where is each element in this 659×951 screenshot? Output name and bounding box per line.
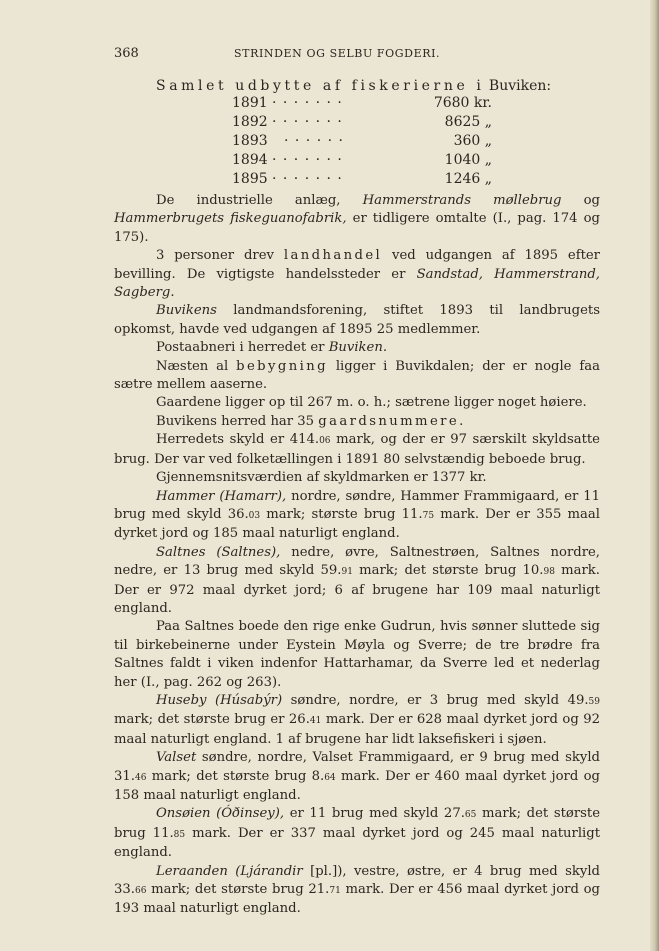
spaced-term: bebygning (236, 358, 328, 374)
text-run: Herredets skyld er 414. (156, 432, 320, 448)
decimal-digits: 98 (543, 567, 555, 578)
fish-yield-title-text: Samlet udbytte af fiskerierne i (156, 78, 485, 94)
text-run: Gjennemsnitsværdien af skyldmarken er 1377 kr. (156, 470, 487, 486)
text-run: mark; det største brug er 26. (114, 712, 310, 728)
decimal-digits: 71 (329, 886, 341, 897)
text-run: og (583, 193, 600, 208)
year-cell: 1895 (232, 171, 268, 187)
running-title: STRINDEN OG SELBU FOGDERI. (234, 47, 441, 60)
decimal-digits: 75 (422, 510, 435, 521)
text-run: søndre, nordre, Valset Frammigaard, er 9 brug med skyld 31. (114, 750, 600, 784)
text-run: nordre, søndre, Hammer Frammigaard, er 11 brug med skyld 36. (114, 488, 600, 522)
farm-name: Valset (156, 750, 197, 766)
text-run: mark. Der er 337 maal dyrket jord og 245 maal naturligt england. (114, 825, 600, 861)
paragraph-settlement (114, 358, 600, 395)
page-number: 368 (114, 46, 139, 61)
text-run: Gaardene ligger op til 267 m. o. h.; sætrene ligger noget høiere. (156, 395, 587, 411)
text-run: Paa Saltnes boede den rige enke Gudrun, hvis sønner sluttede sig til birkebeinerne under Eystein Møyla og Sverre; de tre brødre fra Saltnes faldt i viken indenfor Hattarhamar, da Sverre led et nederlag her (I., pag. 262 og 263). (114, 619, 600, 690)
text-run: ved udgangen af 1895 efter bevilling. De vigtigste handelssteder er (114, 248, 600, 282)
fish-yield-row (232, 132, 492, 151)
page-edge-shadow (650, 0, 659, 951)
leader-dots: · · · · · · · (272, 171, 343, 187)
paragraph-altitude (114, 394, 600, 412)
text-run: mark; det største brug 11. (114, 806, 601, 841)
paragraph-leraanden (114, 863, 600, 919)
body-text (114, 192, 600, 919)
text-run: mark; det største brug 10. (359, 563, 544, 579)
text-run: mark. Der er 628 maal dyrket jord og 92 maal naturligt england. 1 af brugene har lidt laksefiskeri i sjøen. (114, 712, 600, 747)
italic-name: Buvikens (156, 303, 217, 319)
decimal-digits: 59 (588, 696, 600, 707)
text-run: mark. Der er 972 maal dyrket jord; 6 af brugene har 109 maal naturligt england. (114, 563, 600, 616)
amount-cell: 1246 „ (444, 171, 492, 187)
paragraph-association (114, 302, 600, 339)
decimal-digits: 03 (248, 510, 261, 521)
text-run: mark. Der er 460 maal dyrket jord og 158 maal naturligt england. (114, 768, 600, 803)
paragraph-farm-count (114, 413, 600, 431)
text-run: mark. Der er 456 maal dyrket jord og 193 maal naturligt england. (114, 882, 600, 917)
amount-cell: 1040 „ (444, 152, 492, 168)
paragraph-post (114, 339, 600, 357)
paragraph-saltnes-history (114, 618, 600, 692)
text-run: nedre, øvre, Saltnestrøen, Saltnes nordre, nedre, er 13 brug med skyld 59. (114, 544, 600, 579)
paragraph-valset (114, 749, 600, 805)
decimal-digits: 64 (324, 772, 336, 783)
decimal-digits: 46 (134, 772, 147, 783)
paragraph-huseby (114, 692, 600, 749)
year-cell: 1891 (232, 95, 268, 111)
text-run: søndre, nordre, er 3 brug med skyld 49. (290, 692, 589, 708)
text-run: De industrielle anlæg, (156, 193, 341, 208)
fish-yield-row (232, 170, 492, 189)
year-cell: 1894 (232, 152, 268, 168)
decimal-digits: 85 (173, 829, 186, 840)
spaced-term: landhandel (283, 248, 383, 264)
text-run: ligger i Buvikdalen; der er nogle faa sætre mellem aaserne. (114, 358, 600, 393)
amount-cell: 360 „ (453, 133, 492, 149)
farm-name: Leraanden (Ljárandir (156, 863, 303, 879)
paragraph-tax (114, 431, 600, 469)
fish-yield-title (156, 78, 551, 94)
italic-name: Hammerstrands møllebrug (362, 193, 562, 208)
amount-cell: 7680 kr. (433, 95, 492, 111)
text-run: Buvikens herred har 35 (156, 413, 315, 429)
text-run: mark; det største brug 21. (151, 882, 330, 898)
leader-dots: · · · · · · · (272, 95, 343, 111)
year-cell: 1893 (232, 133, 268, 149)
farm-name: Huseby (Húsabýr) (156, 692, 283, 708)
year-cell: 1892 (232, 114, 268, 130)
italic-name: Hammerbrugets fiskeguanofabrik, (114, 211, 347, 227)
italic-name: Buviken. (328, 340, 388, 356)
text-run: landmandsforening, stiftet 1893 til landbrugets opkomst, havde ved udgangen af 1895 25 medlemmer. (114, 303, 600, 337)
text-run: mark. Der er 355 maal dyrket jord og 185 maal naturligt england. (114, 506, 600, 542)
paragraph-saltnes (114, 544, 600, 619)
fish-yield-title-place: Buviken: (488, 78, 552, 94)
text-run: er tidligere omtalte (I., pag. 174 og 175). (114, 211, 600, 245)
amount-cell: 8625 „ (444, 114, 492, 130)
fish-yield-table (232, 94, 492, 189)
farm-name: Onsøien (Óðinsey), (156, 806, 285, 822)
decimal-digits: 66 (134, 886, 147, 897)
farm-name: Saltnes (Saltnes), (156, 544, 281, 560)
fish-yield-row (232, 94, 492, 113)
decimal-digits: 65 (464, 810, 477, 821)
decimal-digits: 91 (341, 567, 353, 578)
text-run: mark, og der er 97 særskilt skyldsatte brug. Der var ved folketællingen i 1891 80 selvstændig beboede brug. (114, 432, 600, 467)
spaced-term: gaardsnummere. (318, 413, 466, 429)
page-header (114, 46, 600, 64)
text-run: [pl.]), vestre, østre, er 4 brug med skyld 33. (114, 863, 600, 898)
text-run: mark; største brug 11. (266, 506, 423, 522)
text-run: mark; det største brug 8. (151, 768, 325, 784)
text-run: 3 personer drev (156, 248, 274, 264)
decimal-digits: 41 (309, 716, 322, 727)
fish-yield-row (232, 113, 492, 132)
italic-name: Sandstad, Hammerstrand, Sagberg. (114, 266, 600, 301)
paragraph-onsoien (114, 805, 600, 862)
leader-dots: · · · · · · · (272, 152, 343, 168)
leader-dots: · · · · · · (284, 133, 344, 149)
text-run: Postaabneri i herredet er (156, 340, 325, 356)
farm-name: Hammer (Hamarr), (156, 488, 287, 504)
leader-dots: · · · · · · · (272, 114, 343, 130)
paragraph-hammer (114, 488, 600, 544)
fish-yield-row (232, 151, 492, 170)
decimal-digits: 06 (319, 436, 331, 447)
paragraph-industry (114, 192, 600, 247)
text-run: er 11 brug med skyld 27. (289, 806, 465, 822)
text-run: Næsten al (156, 358, 229, 374)
paragraph-average-value (114, 469, 600, 487)
paragraph-trade (114, 247, 600, 302)
